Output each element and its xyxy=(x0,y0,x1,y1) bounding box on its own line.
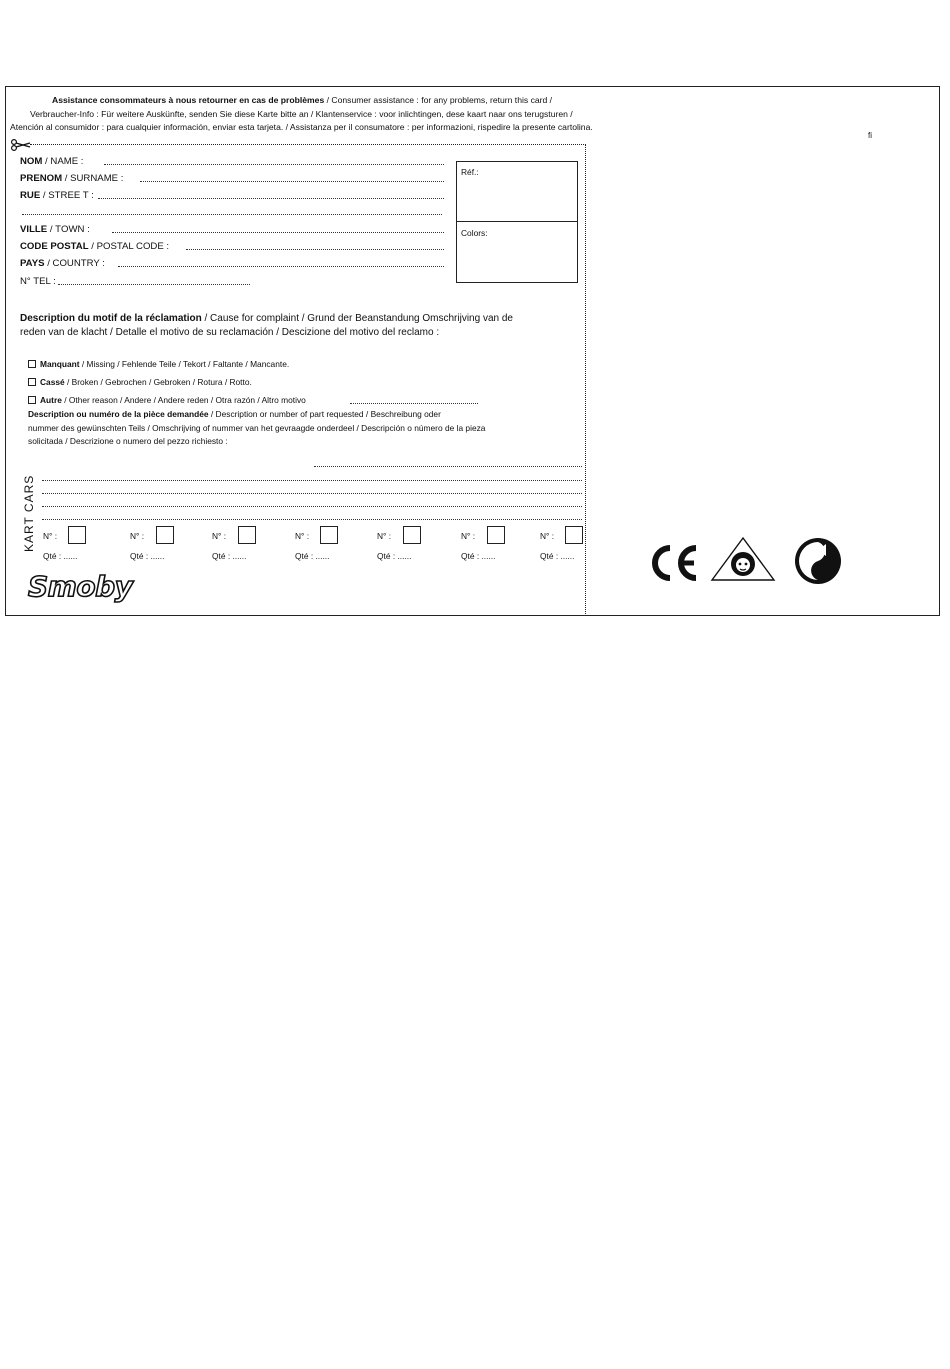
ville-label: VILLE / ΤOWN : xyxy=(20,224,90,235)
corner-mark: ﬁ xyxy=(868,131,872,140)
product-name: KART CARS xyxy=(22,474,36,552)
smoby-logo: Smoby xyxy=(28,570,133,603)
part-number-box[interactable] xyxy=(403,526,421,544)
part-number-label: N° : xyxy=(295,531,310,541)
part-number-label: N° : xyxy=(212,531,227,541)
colors-label: Colors: xyxy=(461,228,488,238)
quantity-label: Qté : ...... xyxy=(461,551,496,561)
rue-label: RUE / STREE T : xyxy=(20,190,94,201)
option-manquant: Manquant / Missing / Fehlende Teile / Tekort / Faltante / Mancante. xyxy=(40,359,290,369)
quantity-label: Qté : ...... xyxy=(377,551,412,561)
code-postal-field[interactable] xyxy=(186,249,444,250)
tel-field[interactable] xyxy=(58,284,250,285)
part-number-label: N° : xyxy=(461,531,476,541)
part-field-line-5[interactable] xyxy=(42,519,582,520)
code-postal-label: CODE POSTAL / POSTAL CODE : xyxy=(20,241,170,252)
part-field-line-3[interactable] xyxy=(42,493,582,494)
option-autre: Autre / Other reason / Andere / Andere reden / Otra razón / Altro motivo xyxy=(40,395,306,405)
header-line-2: Verbraucher-Info : Für weitere Auskünfte, senden Sie diese Karte bitte an / Klantenservice : voor inlichtingen, dese kaart naar ons terugsturen / xyxy=(30,109,573,119)
header-line-1: Assistance consommateurs à nous retourner en cas de problèmes / Consumer assistance : for any problems, return this card / xyxy=(52,95,553,105)
checkbox-autre[interactable] xyxy=(28,396,36,404)
part-field-line-1[interactable] xyxy=(314,466,582,467)
ville-field[interactable] xyxy=(112,232,444,233)
rue-field[interactable] xyxy=(98,198,444,199)
part-number-label: N° : xyxy=(377,531,392,541)
header-line-3: Atención al consumidor : para cualquier información, enviar esta tarjeta. / Assistanza per il consumatore : per informazioni, rispedire la presente cartolina. xyxy=(10,122,593,132)
quantity-label: Qté : ...... xyxy=(43,551,78,561)
part-number-label: N° : xyxy=(540,531,555,541)
part-number-box[interactable] xyxy=(565,526,583,544)
complaint-title: Description du motif de la réclamation / Cause for complaint / Grund der Beanstandung Omschrijving van de xyxy=(20,313,513,324)
checkbox-casse[interactable] xyxy=(28,378,36,386)
rue-field-line-2[interactable] xyxy=(22,214,442,215)
part-number-box[interactable] xyxy=(320,526,338,544)
part-number-box[interactable] xyxy=(238,526,256,544)
green-dot-icon xyxy=(793,536,843,586)
part-number-label: N° : xyxy=(43,531,58,541)
complaint-title-line-2: reden van de klacht / Detalle el motivo de su reclamación / Descizione del motivo del reclamo : xyxy=(20,327,440,338)
pays-field[interactable] xyxy=(118,266,444,267)
part-field-line-4[interactable] xyxy=(42,506,582,507)
tel-label: N° TEL : xyxy=(20,276,56,287)
nom-field[interactable] xyxy=(104,164,444,165)
scissors-icon xyxy=(10,138,32,152)
prenom-field[interactable] xyxy=(140,181,444,182)
autre-field[interactable] xyxy=(350,403,478,404)
nom-label: NOM / NAME : xyxy=(20,156,84,167)
ref-label: Réf.: xyxy=(461,167,479,177)
cut-line-vertical xyxy=(585,144,586,616)
part-description-line-3: solicitada / Descrizione o numero del pezzo richiesto : xyxy=(28,436,228,446)
prenom-label: PRENOM / SURNAME : xyxy=(20,173,124,184)
quantity-label: Qté : ...... xyxy=(212,551,247,561)
pays-label: PAYS / COUNTRY : xyxy=(20,258,105,269)
part-description-line-1: Description ou numéro de la pièce demandée / Description or number of part requested / Beschreibung oder xyxy=(28,409,441,419)
checkbox-manquant[interactable] xyxy=(28,360,36,368)
lion-warning-icon xyxy=(710,536,776,582)
part-number-box[interactable] xyxy=(156,526,174,544)
part-number-label: N° : xyxy=(130,531,145,541)
part-number-box[interactable] xyxy=(68,526,86,544)
quantity-label: Qté : ...... xyxy=(130,551,165,561)
part-description-line-2: nummer des gewünschten Teils / Omschrijving of nummer van het gevraagde onderdeel / Descripción o número de la pieza xyxy=(28,423,486,433)
part-field-line-2[interactable] xyxy=(42,480,582,481)
quantity-label: Qté : ...... xyxy=(540,551,575,561)
part-number-box[interactable] xyxy=(487,526,505,544)
option-casse: Cassé / Broken / Gebrochen / Gebroken / Rotura / Rotto. xyxy=(40,377,252,387)
quantity-label: Qté : ...... xyxy=(295,551,330,561)
cut-line-horizontal xyxy=(30,144,586,145)
ce-mark-icon xyxy=(648,544,700,582)
